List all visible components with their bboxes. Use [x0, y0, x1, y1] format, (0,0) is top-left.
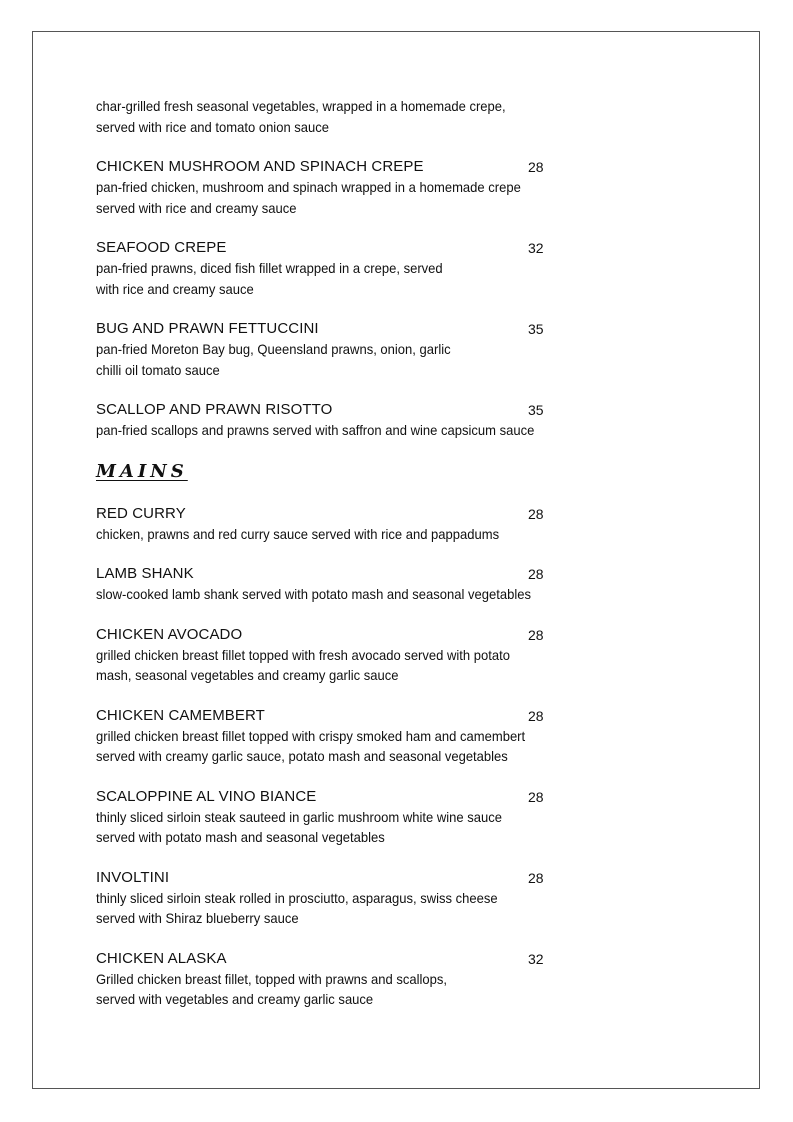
- description-line: grilled chicken breast fillet topped with crispy smoked ham and camembert: [96, 727, 526, 744]
- description-line: served with rice and tomato onion sauce: [96, 118, 330, 135]
- menu-item-involtini: [96, 868, 696, 929]
- section-heading-mains: MAINS: [96, 460, 188, 482]
- description-line: char-grilled fresh seasonal vegetables, wrapped in a homemade crepe,: [96, 98, 506, 114]
- item-price: 32: [528, 240, 544, 256]
- menu-item-chicken-alaska: [96, 949, 696, 1010]
- description-line: served with rice and creamy sauce: [96, 199, 297, 216]
- item-price: 35: [528, 402, 544, 418]
- item-description: [96, 339, 654, 380]
- item-name: CHICKEN MUSHROOM AND SPINACH CREPE: [96, 158, 424, 175]
- description-line: mash, seasonal vegetables and creamy garlic sauce: [96, 667, 399, 683]
- description-line: with rice and creamy sauce: [96, 280, 254, 297]
- item-price: 35: [528, 321, 544, 337]
- item-description: [96, 888, 654, 929]
- item-name: SCALOPPINE AL VINO BIANCE: [96, 787, 317, 805]
- menu-item-bug-and-prawn-fettuccini: [96, 319, 696, 380]
- menu-item-lamb-shank: [96, 564, 696, 605]
- item-price: 28: [528, 505, 544, 522]
- menu-item-chicken-mushroom-spinach-crepe: [96, 157, 696, 218]
- item-price: 28: [528, 626, 544, 643]
- item-name: CHICKEN CAMEMBERT: [96, 706, 265, 724]
- item-description: [96, 726, 654, 767]
- item-name: INVOLTINI: [96, 868, 170, 886]
- item-description: [96, 177, 654, 218]
- menu-item-chicken-avocado: [96, 625, 696, 686]
- description-line: slow-cooked lamb shank served with potato mash and seasonal vegetables: [96, 586, 531, 602]
- description-line: chilli oil tomato sauce: [96, 361, 220, 378]
- item-price: 28: [528, 788, 544, 805]
- item-price: 28: [528, 707, 544, 724]
- item-name: LAMB SHANK: [96, 565, 194, 582]
- description-line: pan-fried chicken, mushroom and spinach wrapped in a homemade crepe: [96, 179, 521, 195]
- item-description: [96, 420, 654, 441]
- item-description: [96, 645, 654, 686]
- description-line: served with vegetables and creamy garlic sauce: [96, 991, 374, 1007]
- menu-content: [96, 96, 696, 1030]
- description-line: pan-fried scallops and prawns served with saffron and wine capsicum sauce: [96, 422, 535, 438]
- menu-item-scallop-and-prawn-risotto: [96, 400, 696, 441]
- description-line: grilled chicken breast fillet topped with fresh avocado served with potato: [96, 646, 510, 663]
- description-line: served with creamy garlic sauce, potato mash and seasonal vegetables: [96, 748, 508, 764]
- item-description: [96, 524, 654, 545]
- description-line: thinly sliced sirloin steak rolled in prosciutto, asparagus, swiss cheese: [96, 889, 498, 906]
- description-line: Grilled chicken breast fillet, topped with prawns and scallops,: [96, 970, 448, 987]
- description-line: pan-fried Moreton Bay bug, Queensland prawns, onion, garlic: [96, 341, 451, 357]
- item-name: BUG AND PRAWN FETTUCCINI: [96, 320, 319, 337]
- menu-item-seafood-crepe: [96, 238, 696, 299]
- item-description: [96, 584, 654, 605]
- item-price: 28: [528, 159, 544, 175]
- description-line: pan-fried prawns, diced fish fillet wrapped in a crepe, served: [96, 260, 443, 276]
- item-name: CHICKEN ALASKA: [96, 949, 227, 967]
- menu-item-scaloppine-al-vino-biance: [96, 787, 696, 848]
- item-name: CHICKEN AVOCADO: [96, 625, 243, 643]
- description-line: served with Shiraz blueberry sauce: [96, 910, 299, 926]
- item-price: 28: [528, 566, 544, 582]
- item-name: SEAFOOD CREPE: [96, 239, 227, 256]
- menu-item-chicken-camembert: [96, 706, 696, 767]
- item-price: 28: [528, 869, 544, 886]
- description-line: chicken, prawns and red curry sauce served with rice and pappadums: [96, 525, 500, 542]
- description-line: thinly sliced sirloin steak sauteed in garlic mushroom white wine sauce: [96, 808, 502, 825]
- item-price: 32: [528, 950, 544, 967]
- menu-item-red-curry: [96, 504, 696, 545]
- item-description: [96, 807, 654, 848]
- intro-description: [96, 96, 654, 137]
- item-name: RED CURRY: [96, 504, 186, 522]
- item-name: SCALLOP AND PRAWN RISOTTO: [96, 401, 333, 418]
- item-description: [96, 258, 654, 299]
- description-line: served with potato mash and seasonal vegetables: [96, 829, 385, 845]
- item-description: [96, 969, 654, 1010]
